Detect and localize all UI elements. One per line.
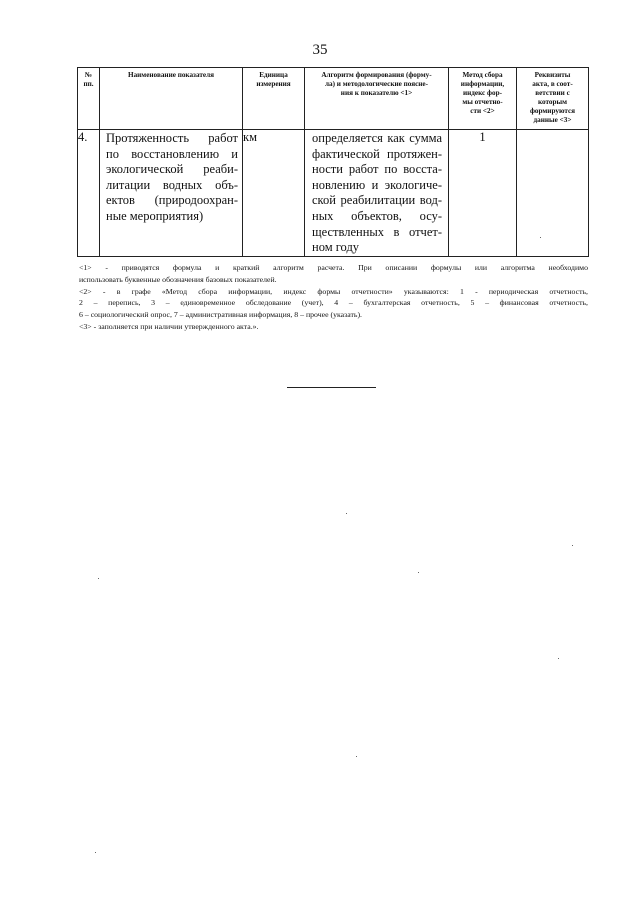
scan-speck (98, 578, 99, 579)
scan-speck (572, 545, 573, 546)
header-algorithm: Алгоритм формирования (форму- ла) и методологические поясне- ния к показателю <1> (305, 68, 449, 130)
footnote-1-line-1: <1> - приводятся формула и краткий алгоритм расчета. При описании формулы или алгоритма необходимо (79, 263, 588, 272)
footnotes (79, 262, 588, 333)
header-method: Метод сбора информации, индекс фор- мы отчетно- сти <2> (449, 68, 517, 130)
footnote-3: <3> - заполняется при наличии утвержденного акта.». (79, 321, 259, 331)
header-num: № пп. (78, 68, 100, 130)
footnote-2-line-2: 2 – перепись, 3 – единовременное обследование (учет), 4 – бухгалтерская отчетность, 5 – финансовая отчетность, (79, 298, 588, 308)
scan-speck (540, 237, 541, 238)
table-row (78, 130, 589, 257)
algorithm-description: определяется как сумма фактической протяжен- ности работ по восста- новлению и экологиче- ской реабилитации вод- ных объектов, осу- ществленных в отчет- ном году (305, 130, 449, 257)
header-unit: Единица измерения (243, 68, 305, 130)
scan-speck (356, 756, 357, 757)
scan-speck (95, 852, 96, 853)
closing-divider-line (287, 387, 376, 388)
act-requisites (517, 130, 589, 257)
footnote-2-line-3: 6 – социологический опрос, 7 – административная информация, 8 – прочее (указать). (79, 310, 362, 320)
header-requisites: Реквизиты акта, в соот- ветствии с которым формируются данные <3> (517, 68, 589, 130)
indicators-table (77, 67, 589, 257)
footnote-2-line-1: <2> - в графе «Метод сбора информации, индекс формы отчетности» указываются: 1 - периодическая отчетность, (79, 286, 588, 296)
table-header-row (78, 68, 589, 130)
row-number: 4. (78, 130, 100, 257)
collection-method: 1 (449, 130, 517, 257)
header-name: Наименование показателя (100, 68, 243, 130)
indicator-name: Протяженность работ по восстановлению и экологической реаби- литации водных объ- ектов (природоохран- ные мероприятия) (100, 130, 243, 257)
scan-speck (418, 572, 419, 573)
footnote-1-line-2: использовать буквенные обозначения базовых показателей. (79, 274, 277, 284)
page-number: 35 (312, 42, 328, 58)
unit-of-measure: км (243, 130, 305, 257)
scan-speck (346, 513, 347, 514)
scan-speck (558, 658, 559, 659)
